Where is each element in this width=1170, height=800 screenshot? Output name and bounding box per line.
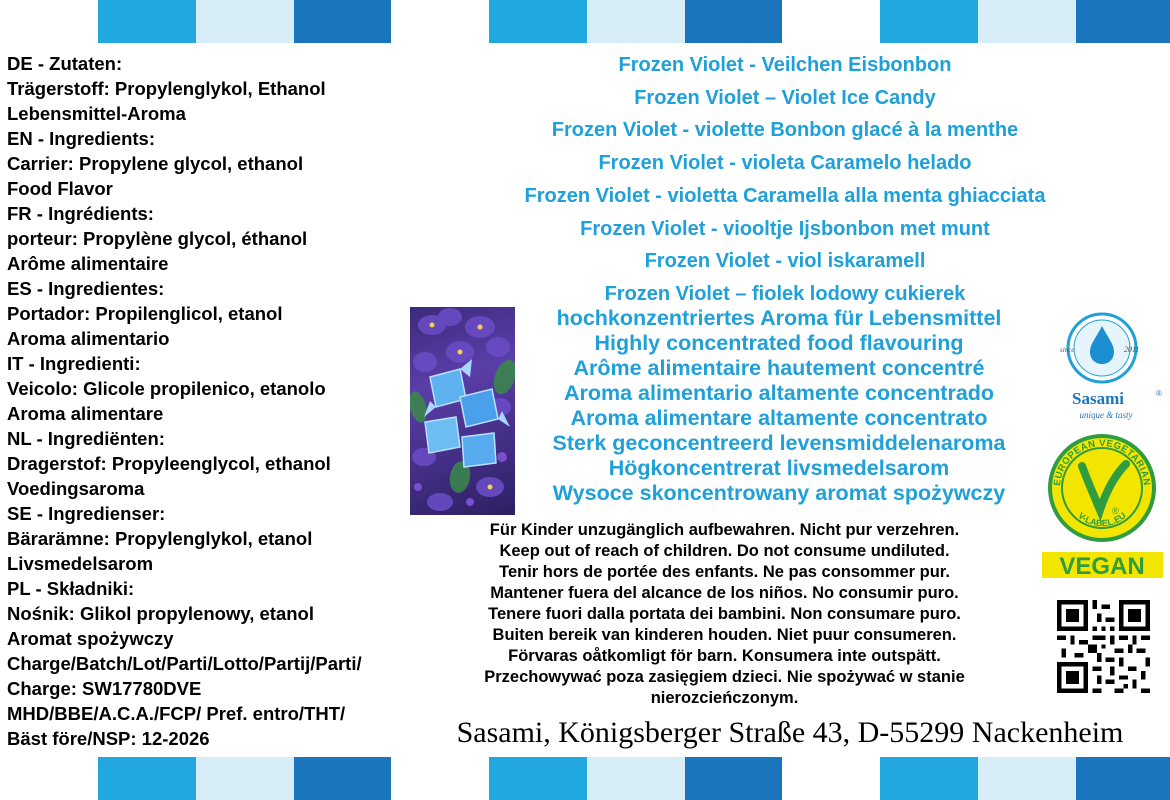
warning-line: Przechowywać poza zasięgiem dzieci. Nie spożywać w stanie	[484, 668, 965, 686]
ingredients-list	[7, 51, 412, 751]
stripe-segment	[294, 0, 391, 43]
ingredient-line: Aroma alimentario	[7, 328, 170, 349]
stripe-segment	[196, 757, 294, 800]
since-label: since	[1060, 346, 1075, 354]
violet-candy-illustration	[410, 307, 515, 515]
ingredient-line: Arôme alimentaire	[7, 253, 169, 274]
warning-line: Tenir hors de portée des enfants. Ne pas consommer pur.	[499, 563, 950, 581]
ingredient-line: Food Flavor	[7, 178, 113, 199]
top-stripe-bar	[0, 0, 1170, 43]
vegan-label-logo	[1040, 430, 1165, 580]
ingredient-line: NL - Ingrediënten:	[7, 428, 165, 449]
stripe-segment	[0, 0, 98, 43]
ingredient-line: Aroma alimentare	[7, 403, 164, 424]
stripe-segment	[587, 0, 685, 43]
stripe-segment	[880, 0, 978, 43]
stripe-segment	[98, 757, 196, 800]
qr-code-icon[interactable]	[1057, 600, 1150, 693]
warning-line: Mantener fuera del alcance de los niños. No consumir puro.	[490, 584, 959, 602]
brand-name: Sasami	[1072, 389, 1124, 408]
concentrated-flavour-list	[514, 306, 1044, 506]
concentrated-line: Arôme alimentaire hautement concentré	[573, 356, 985, 380]
violet-candy-image	[410, 307, 515, 515]
vegan-word: VEGAN	[1059, 553, 1145, 580]
stripe-segment	[1076, 757, 1170, 800]
safety-warnings	[417, 520, 1032, 709]
stripe-segment	[489, 757, 587, 800]
stripe-segment	[1076, 0, 1170, 43]
batch-line: Charge/Batch/Lot/Parti/Lotto/Partij/Parti/	[7, 653, 362, 674]
product-title: Frozen Violet – fiolek lodowy cukierek	[604, 282, 966, 305]
ring-text: EUROPEAN VEGETARIAN	[1051, 437, 1153, 487]
concentrated-line: Highly concentrated food flavouring	[594, 331, 964, 355]
registered-mark: ®	[1156, 389, 1162, 398]
stripe-segment	[880, 757, 978, 800]
ingredient-line: Veicolo: Glicole propilenico, etanolo	[7, 378, 326, 399]
ingredient-line: DE - Zutaten:	[7, 53, 123, 74]
qr-code-graphic	[1057, 600, 1150, 693]
stripe-segment	[685, 0, 782, 43]
ingredient-line: Voedingsaroma	[7, 478, 145, 499]
stripe-segment	[782, 0, 880, 43]
concentrated-line: Aroma alimentare altamente concentrato	[570, 406, 988, 430]
warning-line: nierozcieńczonym.	[650, 689, 799, 707]
stripe-segment	[196, 0, 294, 43]
ingredient-line: Nośnik: Glikol propylenowy, etanol	[7, 603, 315, 624]
ingredient-line: EN - Ingredients:	[7, 128, 156, 149]
ingredient-line: FR - Ingrédients:	[7, 203, 154, 224]
stripe-segment	[685, 757, 782, 800]
warning-line: Buiten bereik van kinderen houden. Niet puur consumeren.	[492, 626, 957, 644]
v-label-site: V-LABEL.EU	[1076, 510, 1128, 529]
concentrated-line: Högkoncentrerat livsmedelsarom	[608, 456, 950, 480]
warning-line: Förvaras oåtkomligt för barn. Konsumera inte outspätt.	[508, 647, 941, 665]
ingredient-line: Livsmedelsarom	[7, 553, 154, 574]
ingredient-line: PL - Składniki:	[7, 578, 135, 599]
sasami-logo	[1040, 310, 1165, 425]
concentrated-line: hochkonzentriertes Aroma für Lebensmittel	[556, 306, 1002, 330]
stripe-segment	[391, 757, 489, 800]
stripe-segment	[587, 757, 685, 800]
ingredient-line: SE - Ingredienser:	[7, 503, 166, 524]
ingredient-line: Aromat spożywczy	[7, 628, 174, 649]
ingredient-line: Trägerstoff: Propylenglykol, Ethanol	[7, 78, 326, 99]
ingredient-line: Carrier: Propylene glycol, ethanol	[7, 153, 304, 174]
ingredient-line: Dragerstof: Propyleenglycol, ethanol	[7, 453, 331, 474]
stripe-segment	[294, 757, 391, 800]
since-year: 2011	[1124, 345, 1140, 354]
sasami-logo-graphic	[1040, 310, 1165, 425]
ingredient-line: Portador: Propilenglicol, etanol	[7, 303, 283, 324]
concentrated-line: Wysoce skoncentrowany aromat spożywczy	[552, 481, 1006, 505]
ingredient-line: Bärarämne: Propylenglykol, etanol	[7, 528, 313, 549]
stripe-segment	[978, 0, 1076, 43]
stripe-segment	[98, 0, 196, 43]
ingredient-line: Lebensmittel-Aroma	[7, 103, 186, 124]
stripe-segment	[489, 0, 587, 43]
company-address: Sasami, Königsberger Straße 43, D-55299 Nackenheim	[456, 716, 1124, 749]
ingredient-line: IT - Ingredienti:	[7, 353, 141, 374]
product-titles	[420, 49, 1150, 311]
best-before-line: MHD/BBE/A.C.A./FCP/ Pref. entro/THT/	[7, 703, 346, 724]
product-title: Frozen Violet - violette Bonbon glacé à la menthe	[551, 119, 1019, 142]
warning-line: Für Kinder unzugänglich aufbewahren. Nicht pur verzehren.	[489, 521, 960, 539]
warning-line: Tenere fuori dalla portata dei bambini. Non consumare puro.	[488, 605, 961, 623]
stripe-segment	[978, 757, 1076, 800]
registered-mark: ®	[1112, 506, 1119, 516]
stripe-segment	[0, 757, 98, 800]
batch-number: Charge: SW17780DVE	[7, 678, 202, 699]
product-title: Frozen Violet - violeta Caramelo helado	[598, 152, 972, 175]
concentrated-line: Aroma alimentario altamente concentrado	[563, 381, 995, 405]
warning-line: Keep out of reach of children. Do not consume undiluted.	[499, 542, 950, 560]
stripe-segment	[782, 757, 880, 800]
stripe-segment	[391, 0, 489, 43]
concentrated-line: Sterk geconcentreerd levensmiddelenaroma	[552, 431, 1006, 455]
product-title: Frozen Violet – Violet Ice Candy	[634, 86, 936, 109]
product-title: Frozen Violet - Veilchen Eisbonbon	[618, 54, 952, 76]
product-title: Frozen Violet - viooltje Ijsbonbon met munt	[580, 217, 990, 240]
product-title: Frozen Violet - viol iskaramell	[644, 250, 926, 273]
bottom-stripe-bar	[0, 757, 1170, 800]
ingredient-line: ES - Ingredientes:	[7, 278, 165, 299]
product-title: Frozen Violet - violetta Caramella alla menta ghiacciata	[524, 184, 1046, 207]
best-before-date: Bäst före/NSP: 12-2026	[7, 728, 210, 749]
ingredient-line: porteur: Propylène glycol, éthanol	[7, 228, 308, 249]
vegan-logo-graphic	[1040, 430, 1165, 580]
brand-tagline: unique & tasty	[1079, 410, 1133, 420]
